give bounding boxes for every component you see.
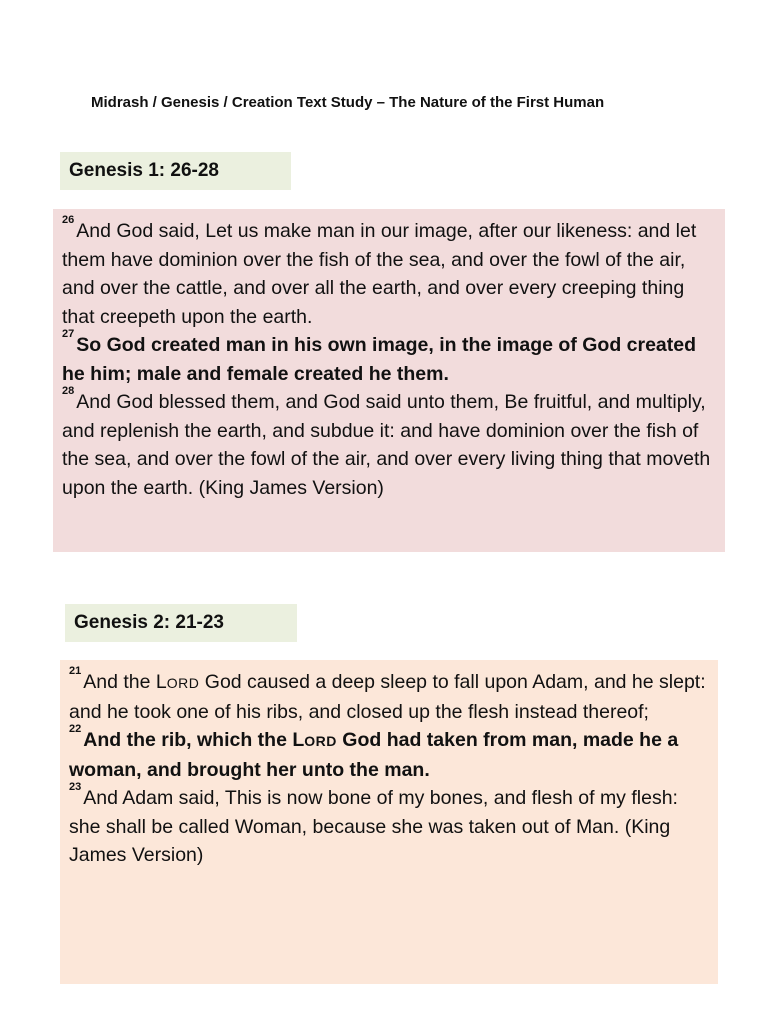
verse-number: 27 bbox=[62, 328, 75, 340]
section-heading-genesis-1: Genesis 1: 26-28 bbox=[60, 152, 291, 190]
small-caps-lord: ORD bbox=[304, 733, 337, 749]
verse-box-genesis-1 bbox=[53, 209, 725, 552]
verse-text: And Adam said, This is now bone of my bones, and flesh of my flesh: she shall be called Woman, because she was taken out of Man. (King James Version) bbox=[69, 787, 678, 866]
verse-number: 28 bbox=[62, 385, 75, 397]
verse-26 bbox=[62, 214, 719, 331]
verse-21 bbox=[69, 665, 712, 726]
verse-number: 23 bbox=[69, 781, 82, 793]
section-heading-genesis-2: Genesis 2: 21-23 bbox=[65, 604, 297, 642]
verse-box-genesis-2 bbox=[60, 660, 718, 984]
small-caps-lord: ORD bbox=[166, 675, 200, 691]
verse-number: 22 bbox=[69, 723, 82, 735]
verse-text: And God blessed them, and God said unto them, Be fruitful, and multiply, and replenish the earth, and subdue it: and have dominion over the fish of the sea, and over the fowl of the air, and over every living thing that moveth upon the earth. (King James Version) bbox=[62, 391, 711, 499]
verse-number: 26 bbox=[62, 214, 75, 226]
verse-number: 21 bbox=[69, 665, 82, 677]
verse-text-start: And the rib, which the L bbox=[83, 729, 305, 751]
verse-23 bbox=[69, 781, 712, 870]
verse-text: And God said, Let us make man in our image, after our likeness: and let them have dominion over the fish of the sea, and over the fowl of the air, and over the cattle, and over all the earth, and over every creeping thing that creepeth upon the earth. bbox=[62, 220, 697, 328]
verse-28 bbox=[62, 385, 719, 502]
verse-22 bbox=[69, 723, 712, 784]
verse-text-end: God had taken from man, made he a woman, and brought her unto the man. bbox=[69, 729, 679, 781]
verse-27 bbox=[62, 328, 719, 388]
document-title: Midrash / Genesis / Creation Text Study – The Nature of the First Human bbox=[91, 94, 605, 111]
verse-text-end: God caused a deep sleep to fall upon Adam, and he slept: and he took one of his ribs, and closed up the flesh instead thereof; bbox=[69, 671, 706, 723]
verse-text: So God created man in his own image, in the image of God created he him; male and female created he them. bbox=[62, 334, 697, 385]
verse-text-start: And the L bbox=[83, 671, 167, 693]
